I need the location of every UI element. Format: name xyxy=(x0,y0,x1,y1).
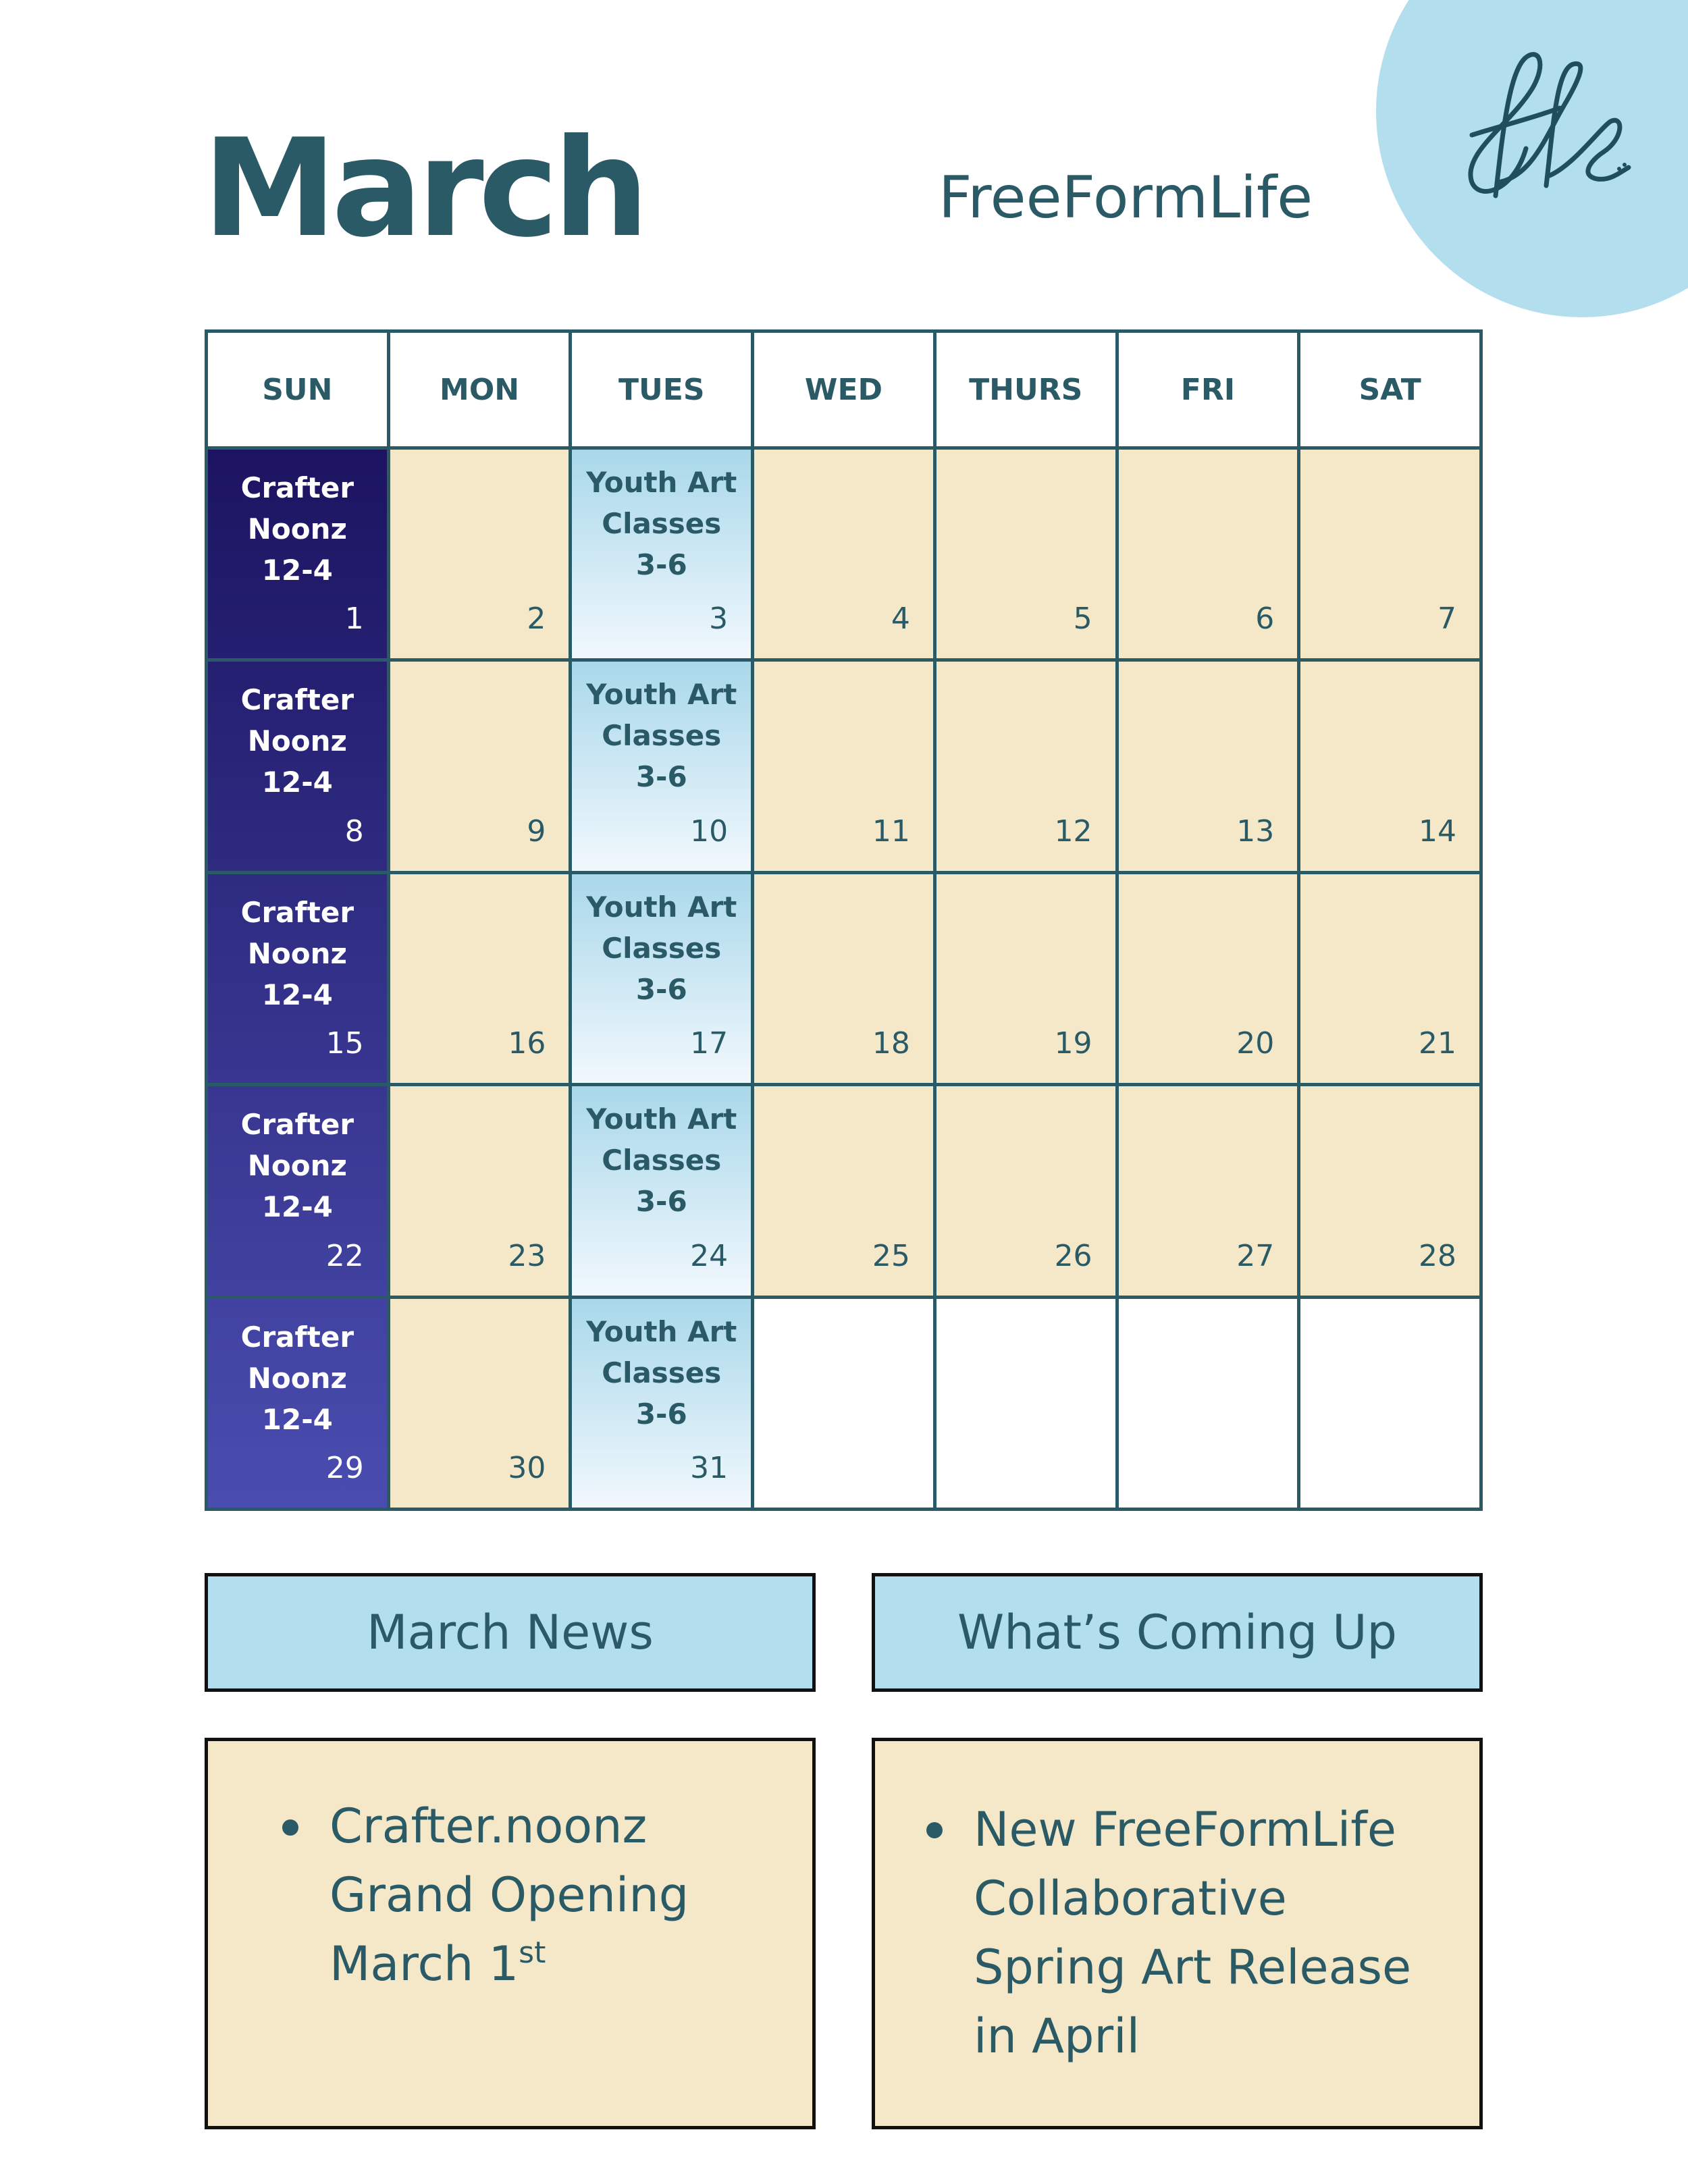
event-line: 12-4 xyxy=(261,1402,333,1436)
event-line: Crafter xyxy=(240,1320,354,1354)
page-title: March xyxy=(203,110,644,267)
event-line: Noonz xyxy=(247,1149,347,1183)
day-number: 19 xyxy=(1054,1026,1092,1061)
day-cell-empty xyxy=(1300,1299,1479,1508)
upcoming-line: New FreeFormLife xyxy=(974,1802,1396,1857)
day-cell-18 xyxy=(754,874,933,1083)
event-crafter-noonz xyxy=(208,679,387,803)
day-cell-8 xyxy=(208,662,387,870)
brand-name: FreeFormLife xyxy=(939,164,1313,232)
day-cell-22 xyxy=(208,1086,387,1295)
news-heading: March News xyxy=(205,1573,816,1692)
day-cell-empty xyxy=(1119,1299,1298,1508)
day-cell-empty xyxy=(754,1299,933,1508)
day-number: 17 xyxy=(690,1026,729,1061)
news-line xyxy=(329,1929,689,1998)
event-line: Crafter xyxy=(240,895,354,929)
event-youth-art-classes xyxy=(572,674,751,797)
day-cell-28 xyxy=(1300,1086,1479,1295)
event-line: Noonz xyxy=(247,1361,347,1395)
day-number: 6 xyxy=(1255,602,1275,637)
day-cell-19 xyxy=(937,874,1115,1083)
weekday-header-sun: SUN xyxy=(208,333,387,446)
day-cell-11 xyxy=(754,662,933,870)
day-cell-15 xyxy=(208,874,387,1083)
day-number: 21 xyxy=(1419,1026,1456,1061)
upcoming-line: Collaborative xyxy=(974,1871,1287,1926)
event-youth-art-classes xyxy=(572,462,751,585)
day-cell-3 xyxy=(572,450,751,658)
event-line: 3-6 xyxy=(635,1185,687,1219)
day-cell-empty xyxy=(937,1299,1115,1508)
news-date: March 1 xyxy=(329,1936,519,1992)
day-number: 16 xyxy=(508,1026,546,1061)
day-number: 31 xyxy=(690,1450,729,1485)
day-number: 28 xyxy=(1419,1238,1456,1273)
day-number: 2 xyxy=(527,602,546,637)
day-cell-9 xyxy=(390,662,569,870)
event-line: 3-6 xyxy=(635,548,687,581)
day-number: 20 xyxy=(1236,1026,1275,1061)
day-number: 10 xyxy=(690,814,729,849)
event-youth-art-classes xyxy=(572,1311,751,1435)
day-number: 15 xyxy=(325,1026,364,1061)
day-cell-27 xyxy=(1119,1086,1298,1295)
day-cell-26 xyxy=(937,1086,1115,1295)
day-number: 29 xyxy=(325,1450,364,1485)
day-number: 7 xyxy=(1438,602,1456,637)
event-line: Crafter xyxy=(240,683,354,717)
event-line: 12-4 xyxy=(261,766,333,799)
event-crafter-noonz xyxy=(208,1316,387,1440)
bullet-icon xyxy=(926,1822,943,1838)
upcoming-heading: What’s Coming Up xyxy=(872,1573,1483,1692)
event-line: Crafter xyxy=(240,471,354,504)
news-line: Crafter.noonz xyxy=(329,1799,648,1854)
event-line: Classes xyxy=(602,719,722,753)
day-cell-29 xyxy=(208,1299,387,1508)
day-cell-6 xyxy=(1119,450,1298,658)
day-number: 22 xyxy=(325,1238,364,1273)
news-line: Grand Opening xyxy=(329,1867,689,1923)
event-line: Classes xyxy=(602,931,722,965)
day-number: 23 xyxy=(508,1238,546,1273)
day-number: 1 xyxy=(344,602,364,637)
event-line: Classes xyxy=(602,1144,722,1177)
day-cell-31 xyxy=(572,1299,751,1508)
day-cell-17 xyxy=(572,874,751,1083)
calendar-grid xyxy=(205,329,1483,1511)
day-cell-20 xyxy=(1119,874,1298,1083)
day-cell-16 xyxy=(390,874,569,1083)
day-number: 9 xyxy=(527,814,546,849)
day-number: 30 xyxy=(508,1450,546,1485)
day-cell-30 xyxy=(390,1299,569,1508)
day-number: 14 xyxy=(1419,814,1456,849)
event-line: Classes xyxy=(602,1356,722,1389)
day-cell-2 xyxy=(390,450,569,658)
day-cell-12 xyxy=(937,662,1115,870)
weekday-header-fri: FRI xyxy=(1119,333,1298,446)
event-line: Noonz xyxy=(247,936,347,970)
day-number: 27 xyxy=(1236,1238,1275,1273)
event-line: Noonz xyxy=(247,512,347,545)
day-cell-21 xyxy=(1300,874,1479,1083)
event-line: Youth Art xyxy=(586,466,737,499)
day-number: 8 xyxy=(344,814,364,849)
day-number: 26 xyxy=(1054,1238,1092,1273)
day-number: 4 xyxy=(891,602,910,637)
day-cell-5 xyxy=(937,450,1115,658)
day-cell-4 xyxy=(754,450,933,658)
event-line: 3-6 xyxy=(635,1397,687,1431)
upcoming-panel xyxy=(872,1738,1483,2129)
day-number: 3 xyxy=(709,602,729,637)
day-number: 25 xyxy=(872,1238,910,1273)
day-cell-23 xyxy=(390,1086,569,1295)
event-line: 12-4 xyxy=(261,1190,333,1224)
bullet-icon xyxy=(282,1819,298,1836)
event-line: 12-4 xyxy=(261,554,333,587)
event-youth-art-classes xyxy=(572,1098,751,1222)
upcoming-line: Spring Art Release xyxy=(974,1940,1412,1995)
event-crafter-noonz xyxy=(208,467,387,591)
news-panel xyxy=(205,1738,816,2129)
event-line: 3-6 xyxy=(635,760,687,794)
event-line: Youth Art xyxy=(586,1102,737,1136)
event-line: Noonz xyxy=(247,724,347,758)
day-number: 24 xyxy=(690,1238,729,1273)
event-crafter-noonz xyxy=(208,892,387,1015)
event-line: Youth Art xyxy=(586,678,737,712)
day-cell-14 xyxy=(1300,662,1479,870)
day-number: 5 xyxy=(1073,602,1092,637)
weekday-header-thu: THURS xyxy=(937,333,1115,446)
day-cell-10 xyxy=(572,662,751,870)
day-cell-7 xyxy=(1300,450,1479,658)
event-line: Classes xyxy=(602,507,722,540)
event-line: Crafter xyxy=(240,1108,354,1142)
event-line: Youth Art xyxy=(586,1314,737,1348)
weekday-header-tue: TUES xyxy=(572,333,751,446)
event-crafter-noonz xyxy=(208,1104,387,1227)
event-line: 3-6 xyxy=(635,972,687,1006)
weekday-header-mon: MON xyxy=(390,333,569,446)
event-youth-art-classes xyxy=(572,886,751,1010)
day-cell-25 xyxy=(754,1086,933,1295)
day-number: 11 xyxy=(872,814,910,849)
event-line: Youth Art xyxy=(586,890,737,924)
ordinal-suffix: st xyxy=(519,1936,546,1970)
event-line: 12-4 xyxy=(261,978,333,1011)
signature-logo-icon xyxy=(1452,41,1641,223)
day-cell-24 xyxy=(572,1086,751,1295)
upcoming-line: in April xyxy=(974,2008,1140,2064)
weekday-header-sat: SAT xyxy=(1300,333,1479,446)
day-cell-13 xyxy=(1119,662,1298,870)
day-number: 13 xyxy=(1236,814,1275,849)
day-number: 12 xyxy=(1054,814,1092,849)
weekday-header-wed: WED xyxy=(754,333,933,446)
day-cell-1 xyxy=(208,450,387,658)
day-number: 18 xyxy=(872,1026,910,1061)
